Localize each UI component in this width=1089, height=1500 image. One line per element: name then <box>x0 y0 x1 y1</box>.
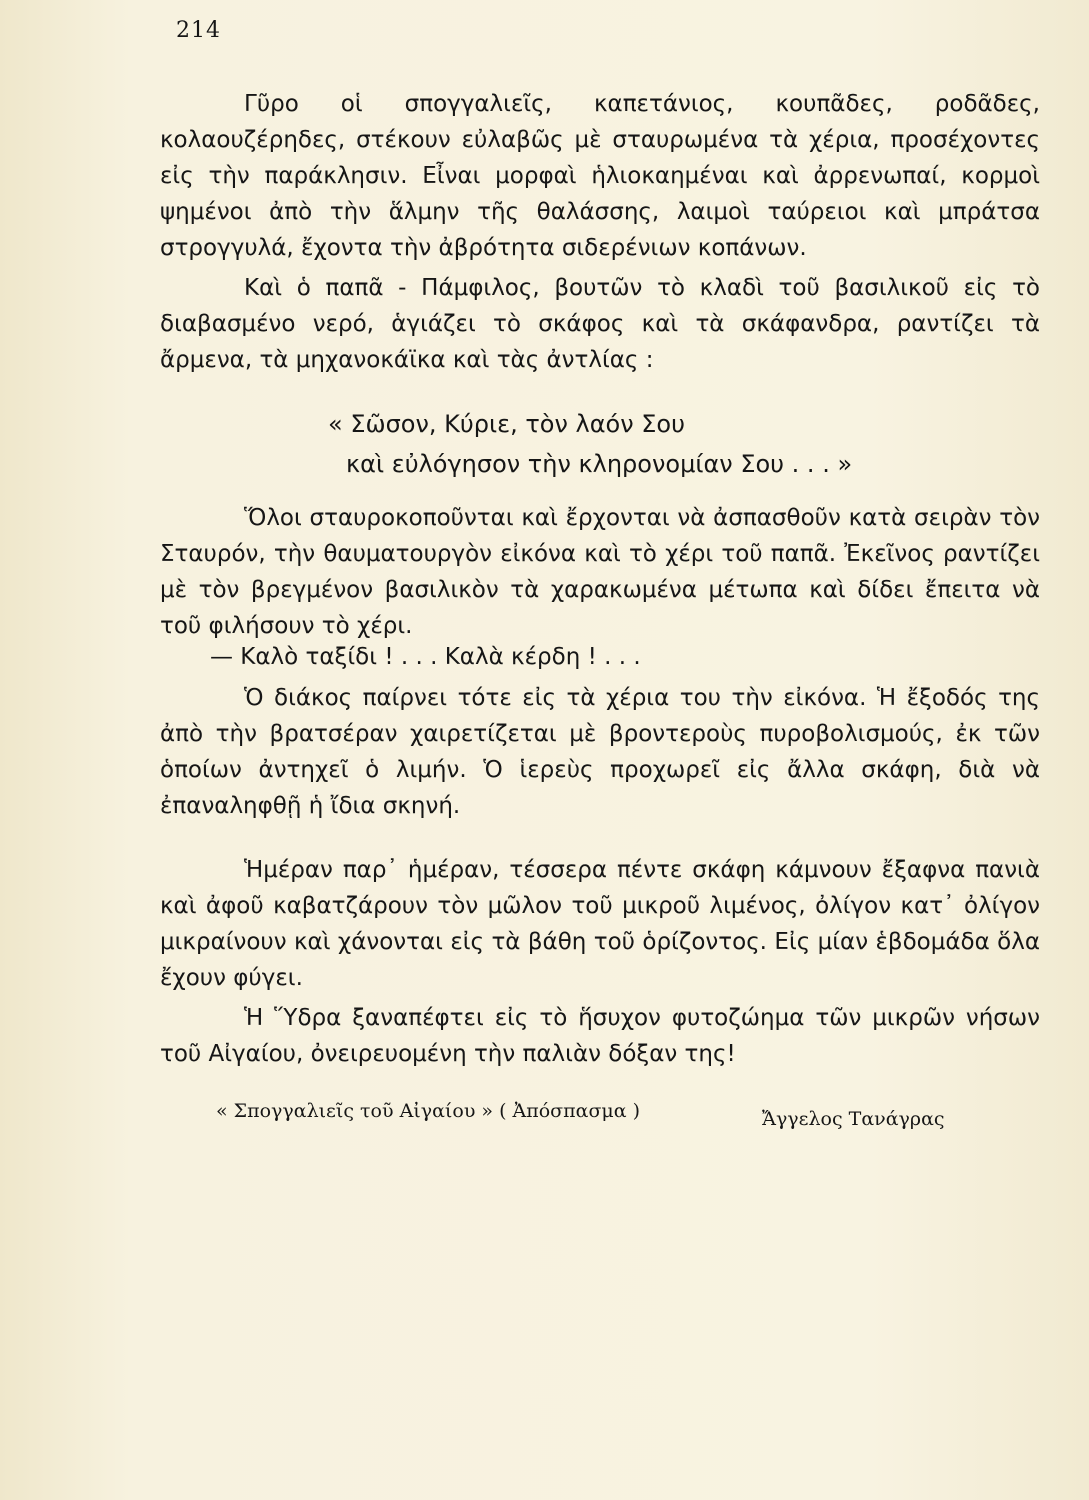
paragraph-text: Ἡμέραν παρ᾽ ἡμέραν, τέσσερα πέντε σκάφη κάμνουν ἔξαφνα πανιὰ καὶ ἀφοῦ καβατζάρουν τὸν μῶλον τοῦ μικροῦ λιμένος, ὀλίγον κατ᾽ ὀλίγον μικραίνουν καὶ χάνονται εἰς τὰ βάθη τοῦ ὁρίζοντος. Εἰς μίαν ἑβδομάδα ὅλα ἔχουν φύγει. <box>160 857 1040 991</box>
verse-line: καὶ εὐλόγησον τὴν κληρονομίαν Σου . . . » <box>346 450 853 478</box>
paragraph-text: Ὅλοι σταυροκοποῦνται καὶ ἔρχονται νὰ ἀσπασθοῦν κατὰ σειρὰν τὸν Σταυρόν, τὴν θαυματουργὸν εἰκόνα καὶ τὸ χέρι τοῦ παπᾶ. Ἐκεῖνος ραντίζει μὲ τὸν βρεγμένον βασιλικὸν τὰ χαρακωμένα μέτωπα καὶ δίδει ἔπειτα νὰ τοῦ φιλήσουν τὸ χέρι. <box>160 505 1040 639</box>
paragraph-cross-kissing <box>160 500 1040 644</box>
source-author: Ἄγγελος Τανάγρας <box>762 1108 945 1130</box>
source-title: « Σπογγαλιεῖς τοῦ Αἰγαίου » ( Ἀπόσπασμα ) <box>216 1100 641 1122</box>
paragraph-sponge-divers <box>160 86 1040 266</box>
paragraph-text: Γῦρο οἱ σπογγαλιεῖς, καπετάνιος, κουπᾶδες, ροδᾶδες, κολαουζέρηδες, στέκουν εὐλαβῶς μὲ σταυρωμένα τὰ χέρια, προσέχοντες εἰς τὴν παράκλησιν. Εἶναι μορφαὶ ἡλιοκαημέναι καὶ ἀρρενωπαί, κορμοὶ ψημένοι ἀπὸ τὴν ἅλμην τῆς θαλάσσης, λαιμοὶ ταύρειοι καὶ μπράτσα στρογγυλά, ἔχοντα τὴν ἀβρότητα σιδερένιων κοπάνων. <box>160 91 1040 261</box>
page-number: 214 <box>176 18 221 43</box>
paragraph-blessing <box>160 270 1040 378</box>
verse-line: « Σῶσον, Κύριε, τὸν λαόν Σου <box>328 410 685 438</box>
dialogue-line: — Καλὸ ταξίδι ! . . . Καλὰ κέρδη ! . . . <box>210 644 641 670</box>
paragraph-text: Ὁ διάκος παίρνει τότε εἰς τὰ χέρια του τὴν εἰκόνα. Ἡ ἔξοδός της ἀπὸ τὴν βρατσέραν χαιρετίζεται μὲ βροντεροὺς πυροβολισμούς, ἐκ τῶν ὁποίων ἀντηχεῖ ὁ λιμήν. Ὁ ἱερεὺς προχωρεῖ εἰς ἄλλα σκάφη, διὰ νὰ ἐπαναληφθῇ ἡ ἴδια σκηνή. <box>160 685 1040 819</box>
paragraph-departure <box>160 852 1040 996</box>
paragraph-text: Ἡ Ὕδρα ξαναπέφτει εἰς τὸ ἥσυχον φυτοζώημα τῶν μικρῶν νήσων τοῦ Αἰγαίου, ὀνειρευομένη τὴν παλιὰν δόξαν της! <box>160 1005 1040 1067</box>
paragraph-hydra <box>160 1000 1040 1072</box>
hymn-verse <box>328 404 852 484</box>
paragraph-deacon <box>160 680 1040 824</box>
paragraph-text: Καὶ ὁ παπᾶ - Πάμφιλος, βουτῶν τὸ κλαδὶ τοῦ βασιλικοῦ εἰς τὸ διαβασμένο νερό, ἁγιάζει τὸ σκάφος καὶ τὰ σκάφανδρα, ραντίζει τὰ ἄρμενα, τὰ μηχανοκάϊκα καὶ τὰς ἀντλίας : <box>160 275 1040 373</box>
